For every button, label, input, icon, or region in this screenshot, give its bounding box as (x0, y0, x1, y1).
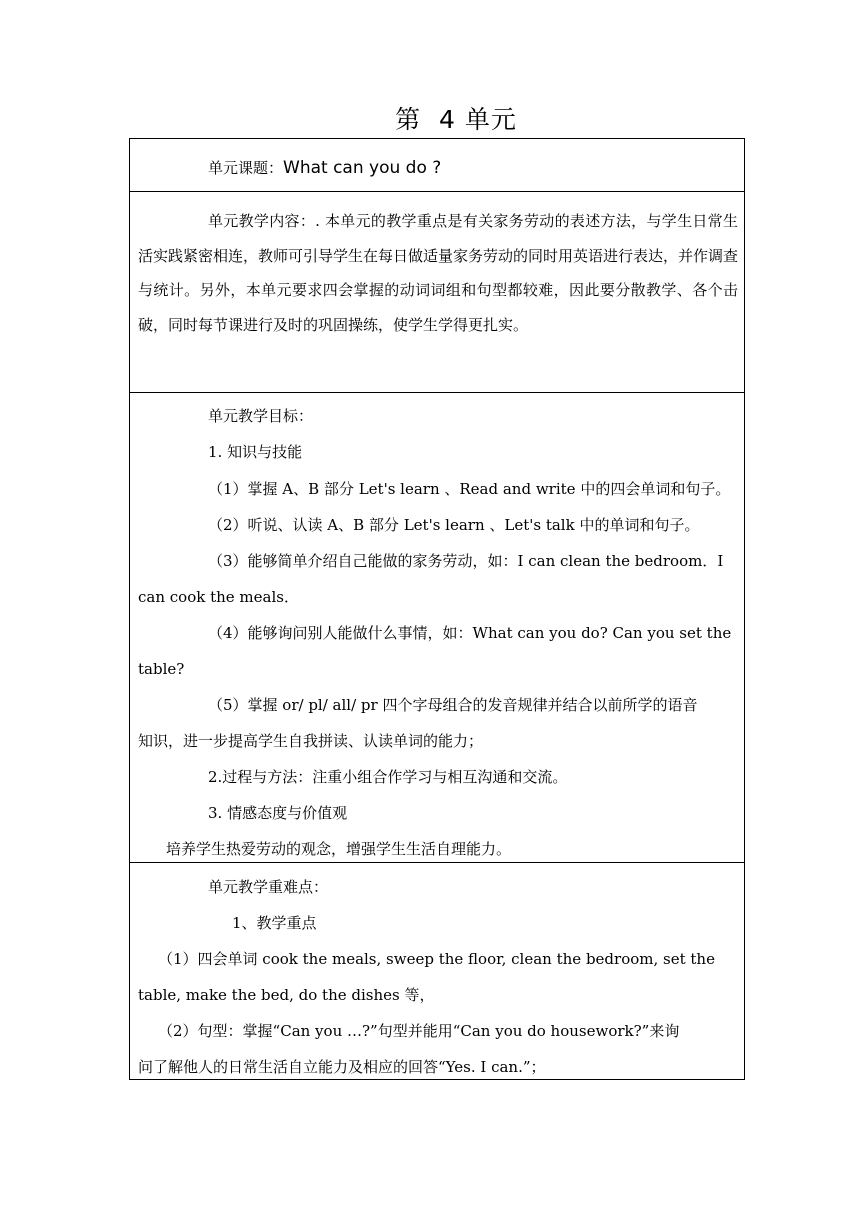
key-points-sub-heading: 1、教学重点 (232, 914, 317, 932)
unit-topic-cell (129, 138, 745, 192)
teaching-content-text: 单元教学内容：. 本单元的教学重点是有关家务劳动的表述方法，与学生日常生活实践紧密相连，教师可引导学生在每日做适量家务劳动的同时用英语进行表达，并作调查与统计。另外，本单元要求四会掌握的动词词组和句型都较难，因此要分散教学、各个击破，同时每节课进行及时的巩固操练，使学生学得更扎实。 (138, 212, 739, 334)
objectives-section2: 2.过程与方法：注重小组合作学习与相互沟通和交流。 (208, 768, 568, 786)
objectives-item1: （1）掌握 A、B 部分 Let's learn 、Read and write 中的四会单词和句子。 (208, 480, 731, 498)
key-points-item2-line1: （2）句型：掌握“Can you …?”句型并能用“Can you do housework?”来询 (158, 1022, 680, 1040)
page-title: 第 4 单元 (395, 105, 517, 134)
objectives-section1-title: 1. 知识与技能 (208, 443, 303, 461)
teaching-objectives-cell (129, 392, 745, 863)
key-points-item2-line2: 问了解他人的日常生活自立能力及相应的回答“Yes. I can.”； (138, 1058, 546, 1076)
unit-topic-value: What can you do ? (283, 158, 442, 178)
unit-topic-label: 单元课题： (208, 159, 284, 177)
objectives-item3-line2: can cook the meals． (138, 588, 299, 606)
key-points-cell (129, 862, 745, 1080)
key-points-item1-line1: （1）四会单词 cook the meals, sweep the floor, clean the bedroom, set the (158, 950, 715, 968)
key-points-item1-line2: table, make the bed, do the dishes 等， (138, 986, 435, 1004)
objectives-item4-line2: table? (138, 660, 185, 678)
key-points-heading: 单元教学重难点： (208, 878, 329, 896)
teaching-content-cell (129, 191, 745, 393)
objectives-item3-line1: （3）能够简单介绍自己能做的家务劳动，如：I can clean the bedroom．I (208, 552, 724, 570)
objectives-item2: （2）听说、认读 A、B 部分 Let's learn 、Let's talk 中的单词和句子。 (208, 516, 700, 534)
objectives-heading: 单元教学目标： (208, 407, 314, 425)
objectives-section3-title: 3. 情感态度与价值观 (208, 804, 348, 822)
objectives-item5-line1: （5）掌握 or/ pl/ all/ pr 四个字母组合的发音规律并结合以前所学的语音 (208, 696, 698, 714)
objectives-item4-line1: （4）能够询问别人能做什么事情，如：What can you do? Can you set the (208, 624, 732, 642)
unit-topic-line (208, 157, 441, 178)
objectives-section3-text: 培养学生热爱劳动的观念，增强学生生活自理能力。 (166, 840, 512, 858)
objectives-item5-line2: 知识，进一步提高学生自我拼读、认读单词的能力； (138, 732, 484, 750)
